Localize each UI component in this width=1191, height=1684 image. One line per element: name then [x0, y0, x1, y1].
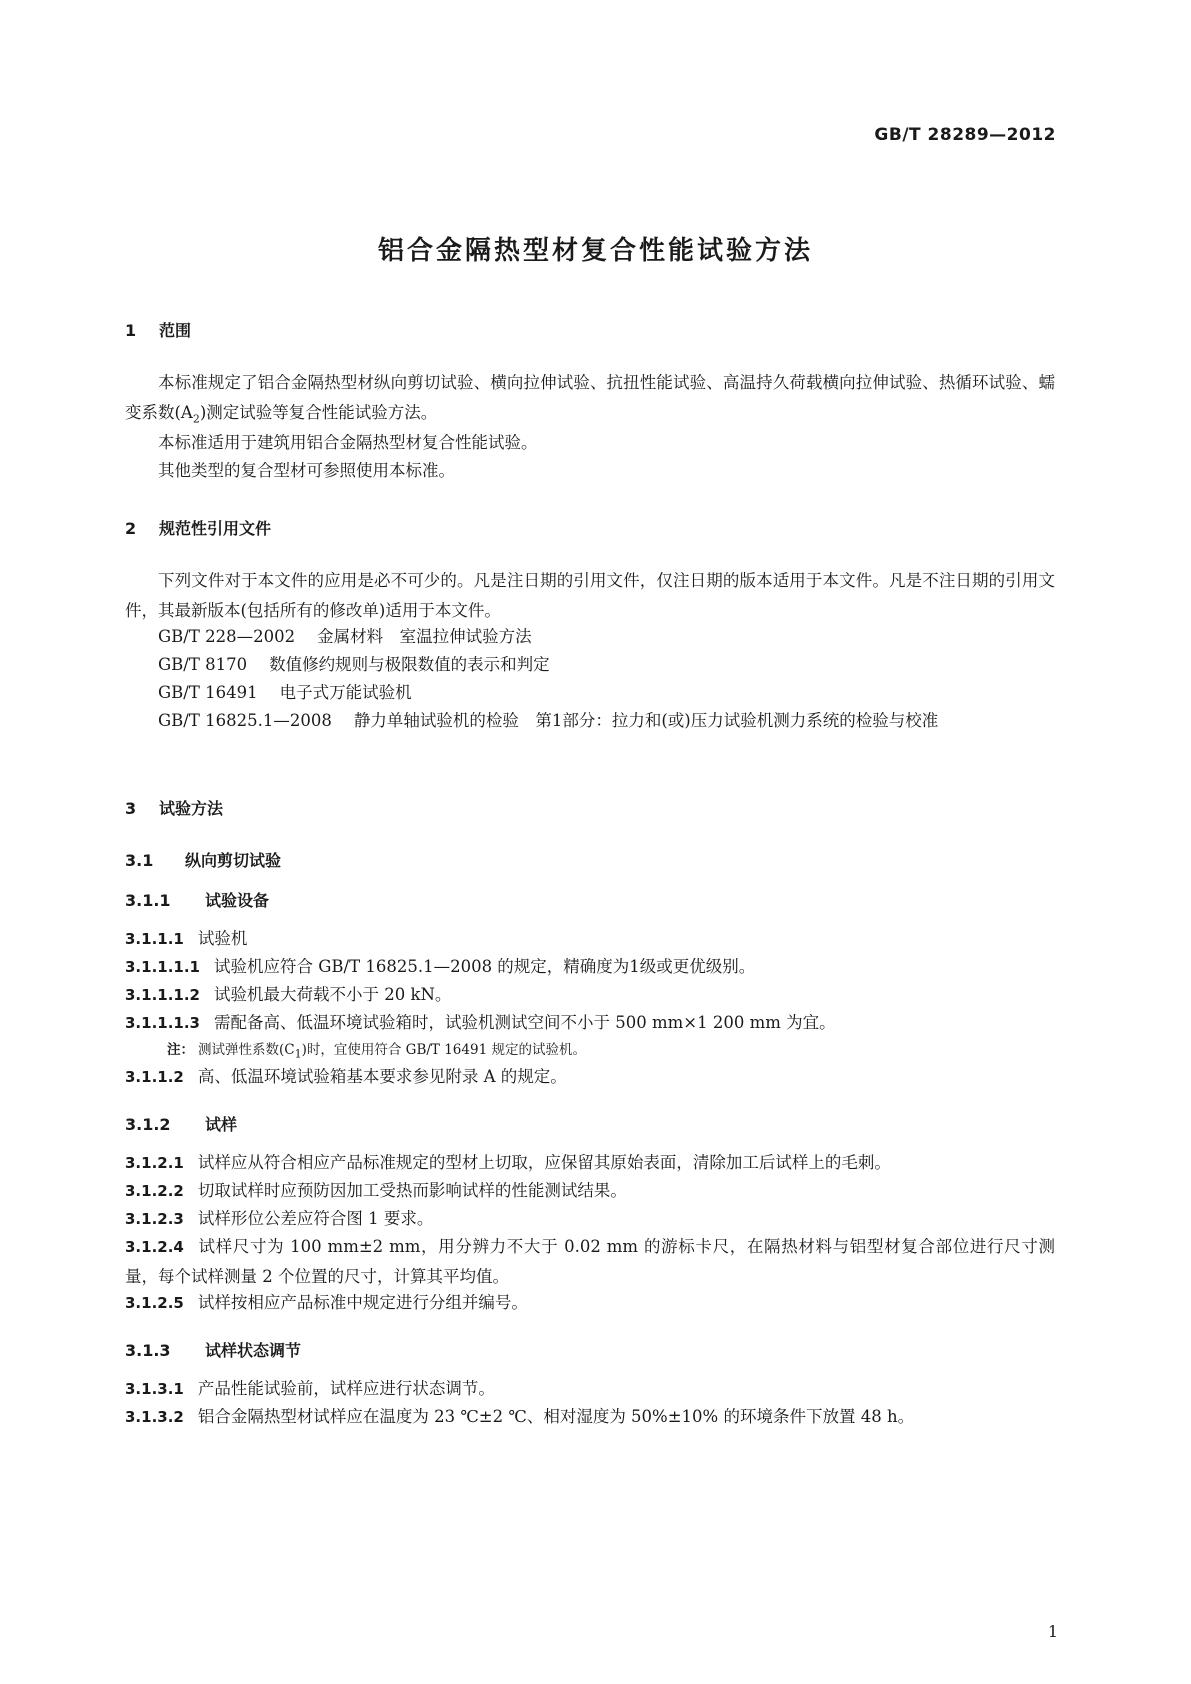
reference-code: GB/T 8170	[158, 655, 248, 674]
clause-3-1-1-2	[125, 1062, 1055, 1092]
clause-number: 3.1.2.4	[125, 1238, 184, 1256]
clause-3-1-1-1-3	[125, 1008, 1055, 1038]
clause-3-1-2-4	[125, 1232, 1055, 1292]
clause-3-1-2-5	[125, 1288, 1055, 1318]
scope-paragraph-3: 其他类型的复合型材可参照使用本标准。	[158, 461, 455, 480]
scope-text-b: )测定试验等复合性能试验方法。	[199, 403, 438, 422]
clause-3-1-1-1-2	[125, 980, 1055, 1010]
scope-paragraph-1	[125, 368, 1055, 434]
clause-3-1-1-1-1	[125, 952, 1055, 982]
subsection-3-1-1-heading	[125, 888, 269, 911]
subsection-3-1-2-heading	[125, 1112, 237, 1135]
note-label: 注：	[167, 1042, 194, 1058]
note-text-b: )时，宜使用符合 GB/T 16491 规定的试验机。	[301, 1042, 586, 1058]
clause-3-1-1-1	[125, 924, 1055, 954]
clause-number: 3.1.1.1.3	[125, 1014, 200, 1032]
reference-title: 电子式万能试验机	[279, 683, 412, 702]
clause-text: 试样尺寸为 100 mm±2 mm，用分辨力不大于 0.02 mm 的游标卡尺，在隔热材料与铝型材复合部位进行尺寸测量，每个试样测量 2 个位置的尺寸，计算其平均值。	[125, 1237, 1055, 1286]
section-1-heading	[125, 318, 191, 341]
clause-text: 试验机应符合 GB/T 16825.1—2008 的规定，精确度为1级或更优级别。	[213, 957, 756, 976]
clause-number: 3.1.1.2	[125, 1068, 184, 1086]
reference-item	[125, 706, 1055, 736]
reference-title: 金属材料 室温拉伸试验方法	[317, 627, 532, 646]
section-number: 2	[125, 519, 137, 538]
clause-number: 3.1.1.1	[125, 930, 184, 948]
subscript: 1	[294, 1047, 302, 1061]
subsection-number: 3.1.1	[125, 891, 171, 910]
clause-text: 试样应从符合相应产品标准规定的型材上切取，应保留其原始表面，清除加工后试样上的毛刺。	[197, 1153, 891, 1172]
clause-text: 试验机	[197, 929, 248, 948]
clause-3-1-3-1	[125, 1374, 1055, 1404]
subsection-number: 3.1	[125, 851, 154, 870]
subsection-3-1-3-heading	[125, 1338, 301, 1361]
subscript: 2	[192, 412, 200, 426]
reference-code: GB/T 16491	[158, 683, 258, 702]
clause-text: 高、低温环境试验箱基本要求参见附录 A 的规定。	[197, 1067, 567, 1086]
clause-number: 3.1.1.1.1	[125, 958, 200, 976]
clause-number: 3.1.3.1	[125, 1380, 184, 1398]
clause-text: 产品性能试验前，试样应进行状态调节。	[197, 1379, 495, 1398]
scope-text-a: 本标准规定了铝合金隔热型材纵向剪切试验、横向拉伸试验、抗扭性能试验、高温持久荷载横向拉伸试验、热循环试验、蠕变系数(A	[125, 373, 1055, 422]
clause-number: 3.1.2.1	[125, 1154, 184, 1172]
clause-text: 切取试样时应预防因加工受热而影响试样的性能测试结果。	[197, 1181, 627, 1200]
reference-item	[125, 622, 1055, 652]
reference-code: GB/T 16825.1—2008	[158, 711, 332, 730]
clause-number: 3.1.2.5	[125, 1294, 184, 1312]
reference-item	[125, 650, 1055, 680]
clause-number: 3.1.1.1.2	[125, 986, 200, 1004]
references-intro: 下列文件对于本文件的应用是必不可少的。凡是注日期的引用文件，仅注日期的版本适用于本文件。凡是不注日期的引用文件，其最新版本(包括所有的修改单)适用于本文件。	[125, 571, 1055, 620]
subsection-title: 试样状态调节	[205, 1341, 302, 1360]
section-number: 3	[125, 799, 137, 818]
page-number: 1	[1047, 1622, 1058, 1641]
subsection-title: 纵向剪切试验	[185, 851, 282, 870]
clause-text: 试样形位公差应符合图 1 要求。	[197, 1209, 434, 1228]
clause-text: 试样按相应产品标准中规定进行分组并编号。	[197, 1293, 528, 1312]
subsection-3-1-heading	[125, 848, 281, 871]
standard-number: GB/T 28289—2012	[874, 125, 1056, 145]
subsection-number: 3.1.2	[125, 1115, 171, 1134]
clause-3-1-2-1	[125, 1148, 1055, 1178]
section-2-heading	[125, 516, 271, 539]
clause-3-1-2-2	[125, 1176, 1055, 1206]
clause-3-1-2-3	[125, 1204, 1055, 1234]
section-title: 范围	[159, 321, 192, 340]
section-3-heading	[125, 796, 223, 819]
clause-3-1-3-2	[125, 1402, 1055, 1432]
clause-text: 试验机最大荷载不小于 20 kN。	[213, 985, 452, 1004]
section-number: 1	[125, 321, 137, 340]
section-title: 规范性引用文件	[159, 519, 272, 538]
clause-number: 3.1.3.2	[125, 1408, 184, 1426]
clause-number: 3.1.2.3	[125, 1210, 184, 1228]
scope-paragraph-2: 本标准适用于建筑用铝合金隔热型材复合性能试验。	[158, 433, 538, 452]
reference-code: GB/T 228—2002	[158, 627, 296, 646]
clause-number: 3.1.2.2	[125, 1182, 184, 1200]
subsection-number: 3.1.3	[125, 1341, 171, 1360]
document-title: 铝合金隔热型材复合性能试验方法	[377, 236, 813, 266]
clause-text: 铝合金隔热型材试样应在温度为 23 ℃±2 ℃、相对湿度为 50%±10% 的环境条件下放置 48 h。	[197, 1407, 915, 1426]
subsection-title: 试样	[205, 1115, 238, 1134]
section-title: 试验方法	[159, 799, 224, 818]
note-text-a: 测试弹性系数(C	[198, 1042, 295, 1058]
clause-text: 需配备高、低温环境试验箱时，试验机测试空间不小于 500 mm×1 200 mm 为宜。	[213, 1013, 836, 1032]
reference-item	[125, 678, 1055, 708]
subsection-title: 试验设备	[205, 891, 270, 910]
reference-title: 数值修约规则与极限数值的表示和判定	[269, 655, 550, 674]
reference-title: 静力单轴试验机的检验 第1部分：拉力和(或)压力试验机测力系统的检验与校准	[353, 711, 939, 730]
